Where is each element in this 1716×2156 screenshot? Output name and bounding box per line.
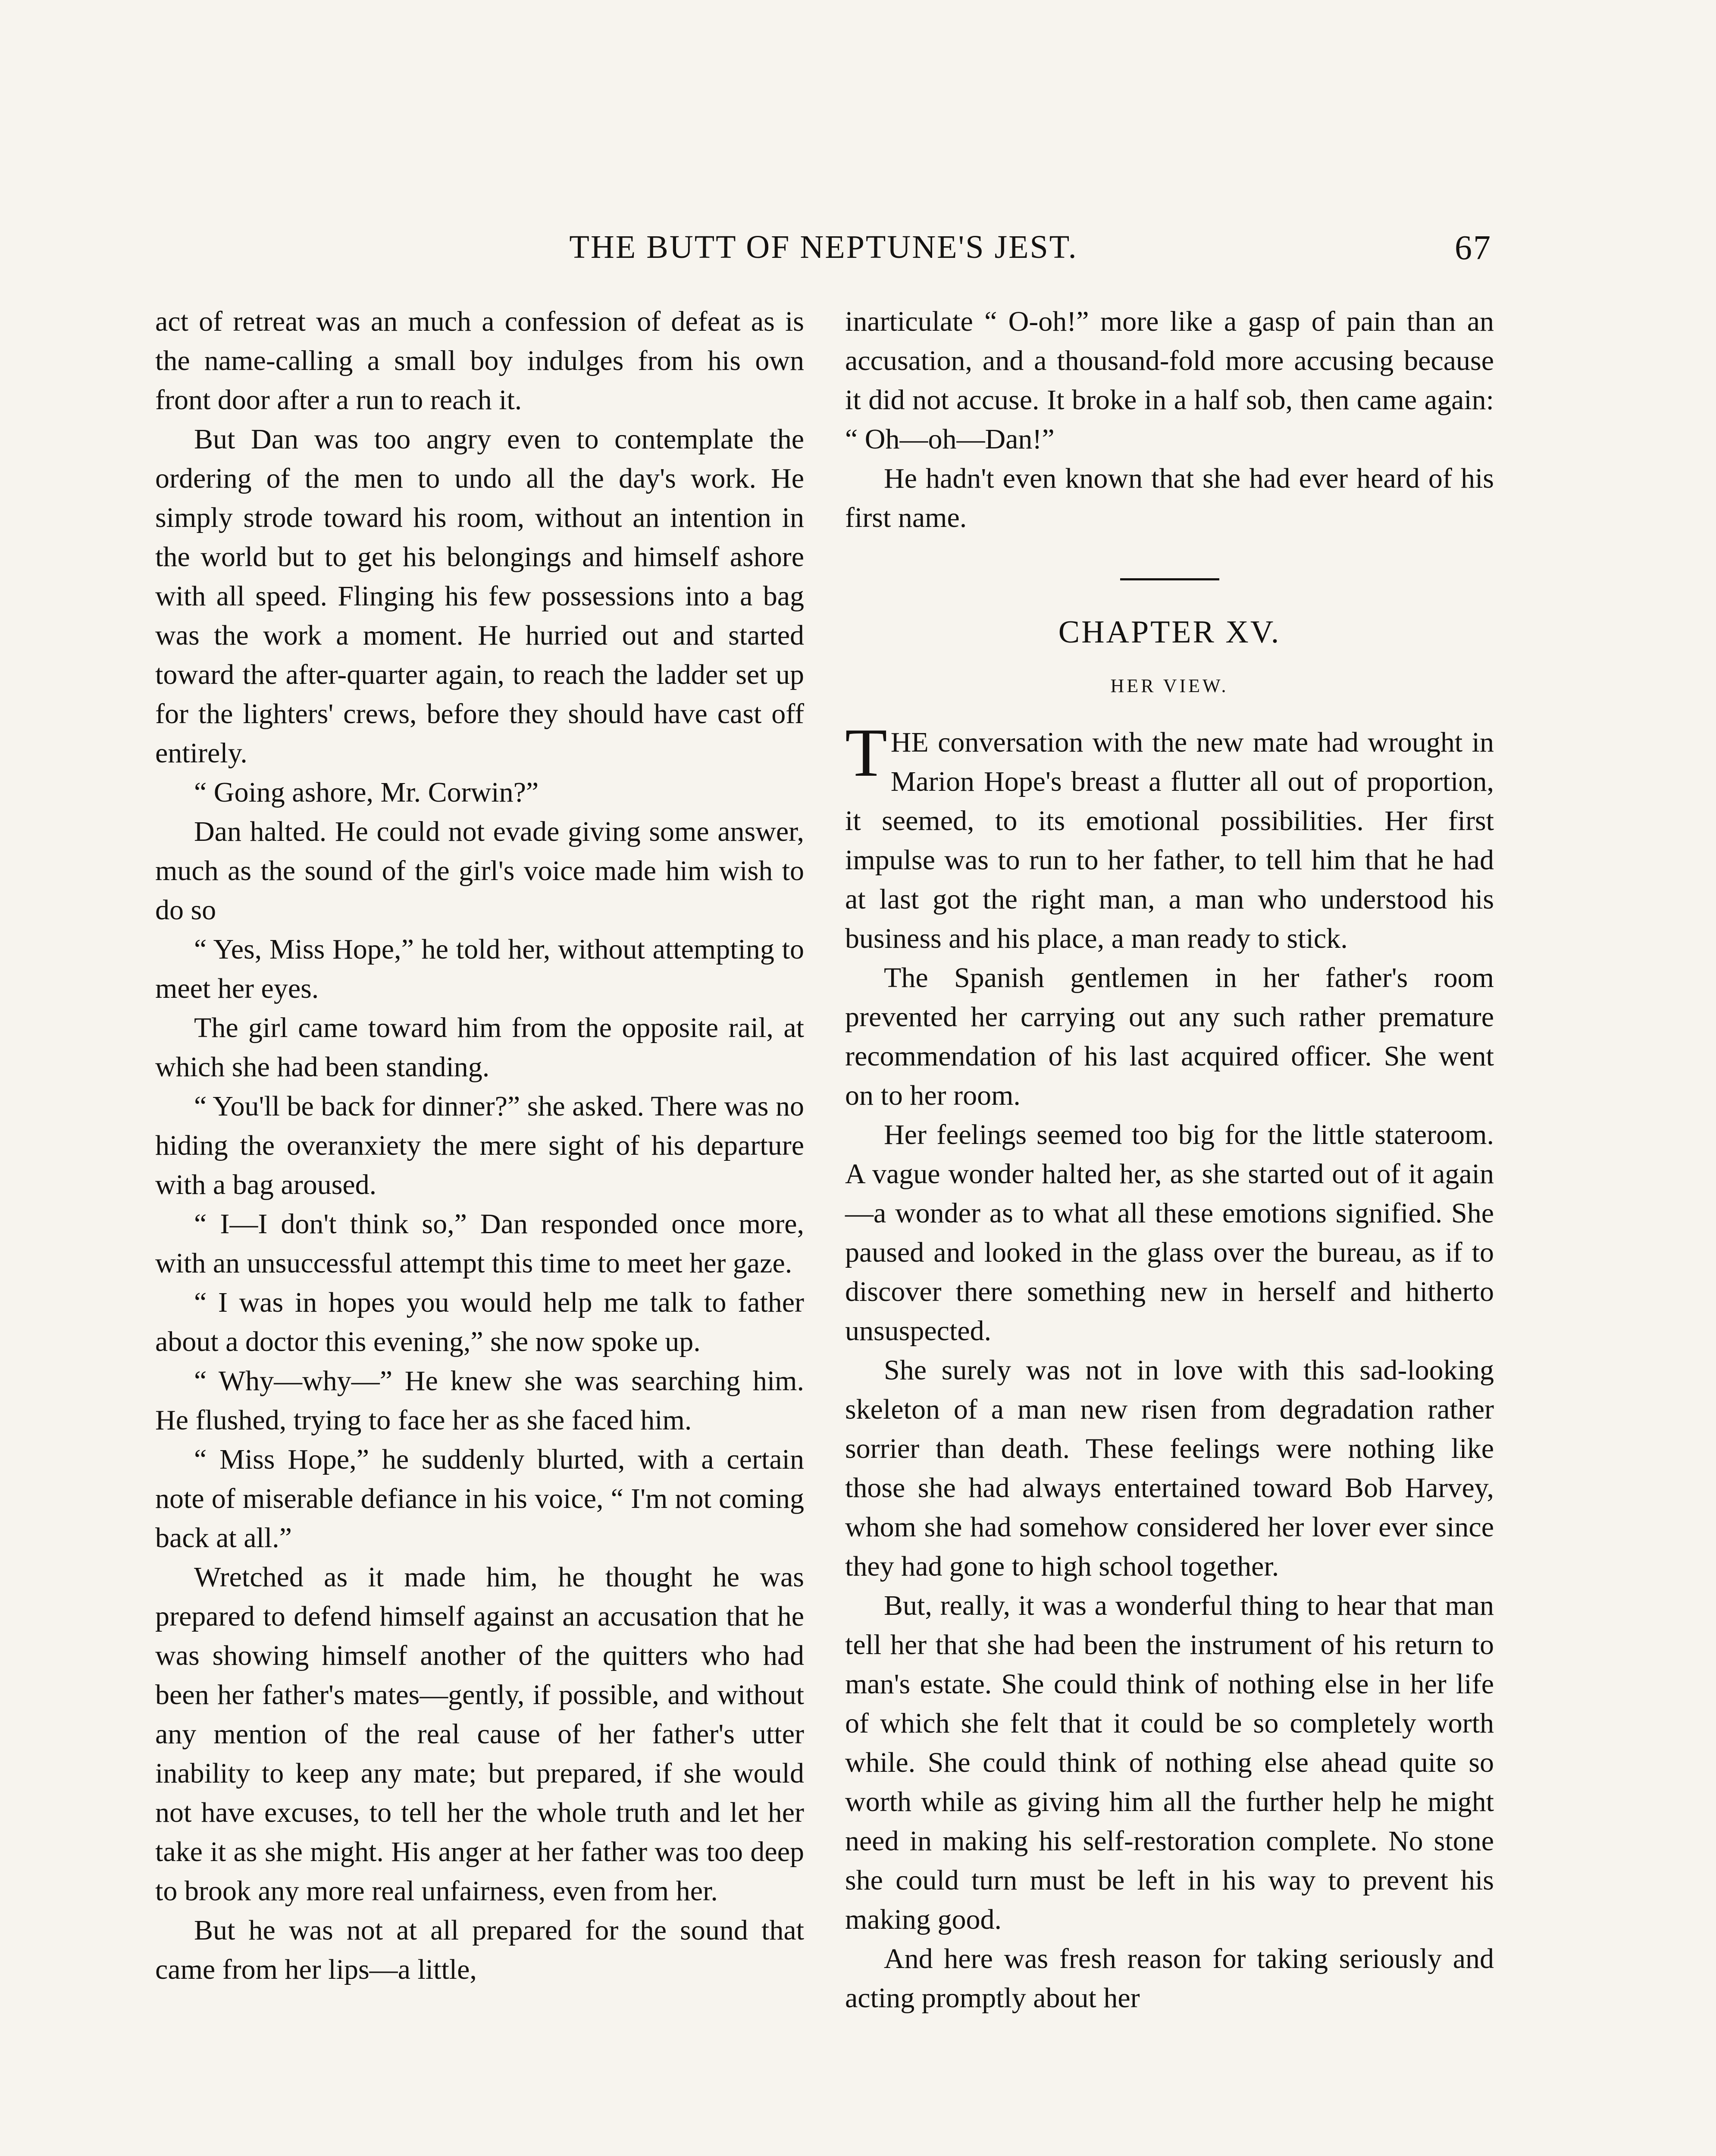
- paragraph: inarticulate “ O-oh!” more like a gasp of pain than an accusation, and a thousand-fold more accusing because it did not accuse. It broke in a half sob, then came again: “ Oh—oh—Dan!”: [845, 306, 1494, 455]
- paragraph: act of retreat was an much a confession of defeat as is the name-calling a small boy indulges from his own front door after a run to reach it.: [155, 306, 804, 416]
- section-divider: [1120, 578, 1219, 580]
- paragraph: And here was fresh reason for taking seriously and acting promptly about her: [845, 1943, 1494, 2014]
- paragraph: “ I was in hopes you would help me talk to father about a doctor this evening,” she now spoke up.: [155, 1287, 804, 1357]
- paragraph: She surely was not in love with this sad-looking skeleton of a man new risen from degradation rather sorrier than death. These feelings were nothing like those she had always entertained toward Bob Harvey, whom she had somehow considered her lover ever since they had gone to high school together.: [845, 1354, 1494, 1582]
- chapter-subtitle: HER VIEW.: [1110, 675, 1229, 696]
- paragraph: “ You'll be back for dinner?” she asked. There was no hiding the overanxiety the mere sight of his departure with a bag aroused.: [155, 1091, 804, 1200]
- drop-cap: T: [845, 714, 887, 791]
- right-column: [845, 302, 1494, 2018]
- paragraph: The girl came toward him from the opposite rail, at which she had been standing.: [155, 1012, 804, 1083]
- page-number: 67: [1455, 229, 1492, 267]
- paragraph: “ Miss Hope,” he suddenly blurted, with a certain note of miserable defiance in his voice, “ I'm not coming back at all.”: [155, 1444, 804, 1554]
- paragraph-text: HE conversation with the new mate had wrought in Marion Hope's breast a flutter all out of proportion, it seemed, to its emotional possibilities. Her first impulse was to run to her father, to tell him that he had at last got the right man, a man who understood his business and his place, a man ready to stick.: [845, 727, 1494, 954]
- paragraph: Wretched as it made him, he thought he was prepared to defend himself against an accusation that he was showing himself another of the quitters who had been her father's mates—gently, if possible, and without any mention of the real cause of her father's utter inability to keep any mate; but prepared, if she would not have excuses, to tell her the whole truth and let her take it as she might. His anger at her father was too deep to brook any more real unfairness, even from her.: [155, 1561, 804, 1907]
- paragraph: “ Yes, Miss Hope,” he told her, without attempting to meet her eyes.: [155, 934, 804, 1004]
- paragraph: Dan halted. He could not evade giving some answer, much as the sound of the girl's voice made him wish to do so: [155, 816, 804, 926]
- paragraph: Her feelings seemed too big for the little stateroom. A vague wonder halted her, as she started out of it again—a wonder as to what all these emotions signified. She paused and looked in the glass over the bureau, as if to discover there something new in herself and hitherto unsuspected.: [845, 1119, 1494, 1347]
- chapter-opening-paragraph: [845, 714, 1494, 958]
- paragraph: “ Going ashore, Mr. Corwin?”: [194, 777, 539, 808]
- running-title: THE BUTT OF NEPTUNE'S JEST.: [569, 229, 1078, 265]
- running-header: [155, 229, 1492, 276]
- paragraph: The Spanish gentlemen in her father's room prevented her carrying out any such rather premature recommendation of his last acquired officer. She went on to her room.: [845, 962, 1494, 1111]
- left-column: [155, 302, 804, 1989]
- paragraph: He hadn't even known that she had ever heard of his first name.: [845, 463, 1494, 533]
- paragraph: But Dan was too angry even to contemplate the ordering of the men to undo all the day's work. He simply strode toward his room, without an intention in the world but to get his belongings and himself ashore with all speed. Flinging his few possessions into a bag was the work a moment. He hurried out and started toward the after-quarter again, to reach the ladder set up for the lighters' crews, before they should have cast off entirely.: [155, 423, 804, 769]
- paragraph: But he was not at all prepared for the sound that came from her lips—a little,: [155, 1915, 804, 1985]
- chapter-title: CHAPTER XV.: [1058, 614, 1281, 650]
- paragraph: But, really, it was a wonderful thing to hear that man tell her that she had been the instrument of his return to man's estate. She could think of nothing else in her life of which she felt that it could be so completely worth while. She could think of nothing else ahead quite so worth while as giving him all the further help he might need in making his self-restoration complete. No stone she could turn must be left in his way to prevent his making good.: [845, 1590, 1494, 1935]
- paragraph: “ I—I don't think so,” Dan responded once more, with an unsuccessful attempt this time to meet her gaze.: [155, 1208, 804, 1279]
- paragraph: “ Why—why—” He knew she was searching him. He flushed, trying to face her as she faced him.: [155, 1365, 804, 1436]
